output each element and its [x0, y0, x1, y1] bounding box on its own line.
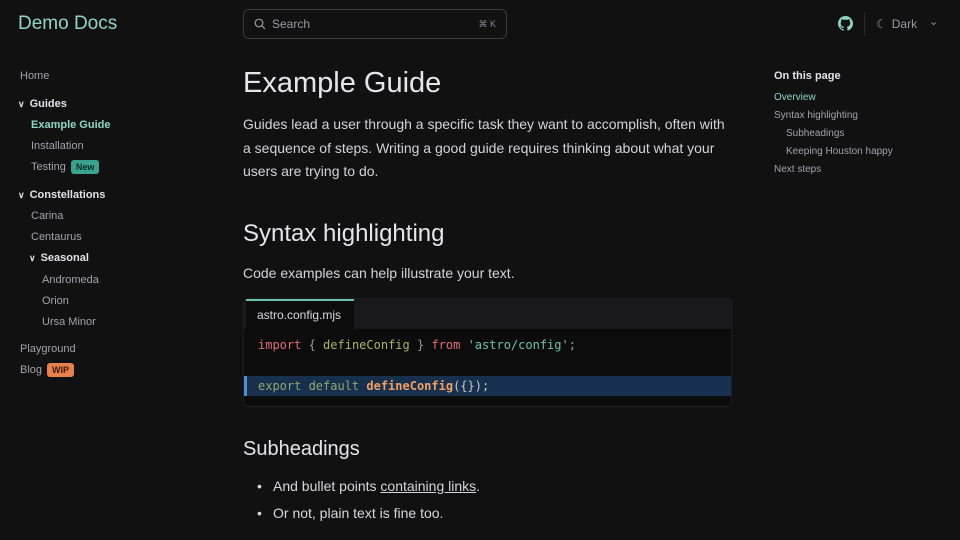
list-item: • Or not, plain text is fine too. — [273, 505, 443, 521]
sidebar-item-ursa-minor[interactable]: Ursa Minor — [42, 316, 96, 328]
chevron-down-icon[interactable]: ⌄ — [929, 16, 939, 28]
list-text: And bullet points — [273, 478, 381, 494]
code-token: import — [258, 338, 302, 352]
code-token: 'astro/config' — [467, 338, 569, 352]
code-token: ; — [568, 338, 576, 352]
code-token: from — [431, 338, 461, 352]
item-label: Blog — [20, 364, 43, 376]
heading-subheadings: Subheadings — [243, 438, 360, 460]
sidebar-item-blog[interactable] — [20, 363, 74, 377]
search-placeholder: Search — [272, 17, 311, 31]
toc-item-keeping-houston-happy[interactable]: Keeping Houston happy — [786, 146, 893, 157]
code-token: defineConfig — [366, 379, 454, 393]
toc-item-syntax-highlighting[interactable]: Syntax highlighting — [774, 110, 858, 121]
chevron-down-icon: ∨ — [18, 99, 25, 109]
moon-icon: ☾ — [876, 17, 887, 31]
sidebar-item-orion[interactable]: Orion — [42, 295, 69, 307]
containing-links-link[interactable]: containing links — [380, 478, 477, 494]
sidebar-item-testing[interactable] — [31, 160, 99, 174]
syntax-paragraph: Code examples can help illustrate your text. — [243, 265, 515, 281]
toc-item-subheadings[interactable]: Subheadings — [786, 128, 845, 139]
code-token — [460, 338, 467, 352]
sidebar-item-installation[interactable]: Installation — [31, 140, 84, 152]
sidebar-item-carina[interactable]: Carina — [31, 210, 64, 222]
sidebar-group-guides[interactable] — [18, 98, 67, 110]
code-file-tab: astro.config.mjs — [246, 299, 354, 329]
sidebar-item-home[interactable]: Home — [20, 70, 50, 82]
search-shortcut: ⌘ K — [478, 18, 496, 29]
list-text: . — [476, 478, 481, 494]
new-badge: New — [71, 160, 100, 174]
group-label: Constellations — [29, 189, 106, 201]
code-tabbar — [244, 299, 731, 329]
list-item — [273, 478, 480, 494]
site-logo[interactable]: Demo Docs — [18, 13, 118, 34]
heading-syntax-highlighting: Syntax highlighting — [243, 220, 445, 247]
sidebar-item-playground[interactable]: Playground — [20, 343, 76, 355]
github-icon[interactable] — [838, 16, 853, 31]
code-line-1 — [244, 335, 731, 355]
toc-item-overview[interactable]: Overview — [774, 92, 816, 103]
sidebar-group-constellations[interactable] — [18, 189, 105, 201]
code-token: ({}); — [453, 379, 490, 393]
theme-select[interactable] — [876, 17, 917, 31]
code-block — [243, 298, 732, 407]
search-icon — [254, 18, 266, 30]
theme-label: Dark — [891, 17, 918, 31]
group-label: Seasonal — [40, 252, 89, 264]
chevron-down-icon: ∨ — [29, 253, 36, 263]
chevron-down-icon: ∨ — [18, 190, 25, 200]
search-button[interactable] — [243, 9, 507, 39]
code-token: } — [409, 338, 432, 352]
code-token: { — [301, 338, 324, 352]
sidebar-item-example-guide[interactable]: Example Guide — [31, 119, 111, 131]
sidebar-item-andromeda[interactable]: Andromeda — [42, 274, 99, 286]
toc-heading: On this page — [774, 70, 841, 82]
intro-paragraph: Guides lead a user through a specific task they want to accomplish, often with a sequence of steps. Writing a good guide requires thinking about what your users are trying to do. — [243, 116, 725, 179]
wip-badge: WIP — [47, 363, 74, 377]
code-token: export default — [258, 379, 367, 393]
sidebar-group-seasonal[interactable] — [29, 252, 89, 264]
group-label: Guides — [29, 98, 67, 110]
toc-item-next-steps[interactable]: Next steps — [774, 164, 822, 175]
item-label: Testing — [31, 161, 66, 173]
sidebar-item-centaurus[interactable]: Centaurus — [31, 231, 82, 243]
page-title: Example Guide — [243, 67, 442, 99]
code-line-2-highlighted — [244, 376, 731, 396]
header-divider — [864, 12, 865, 36]
code-token: defineConfig — [323, 338, 410, 352]
